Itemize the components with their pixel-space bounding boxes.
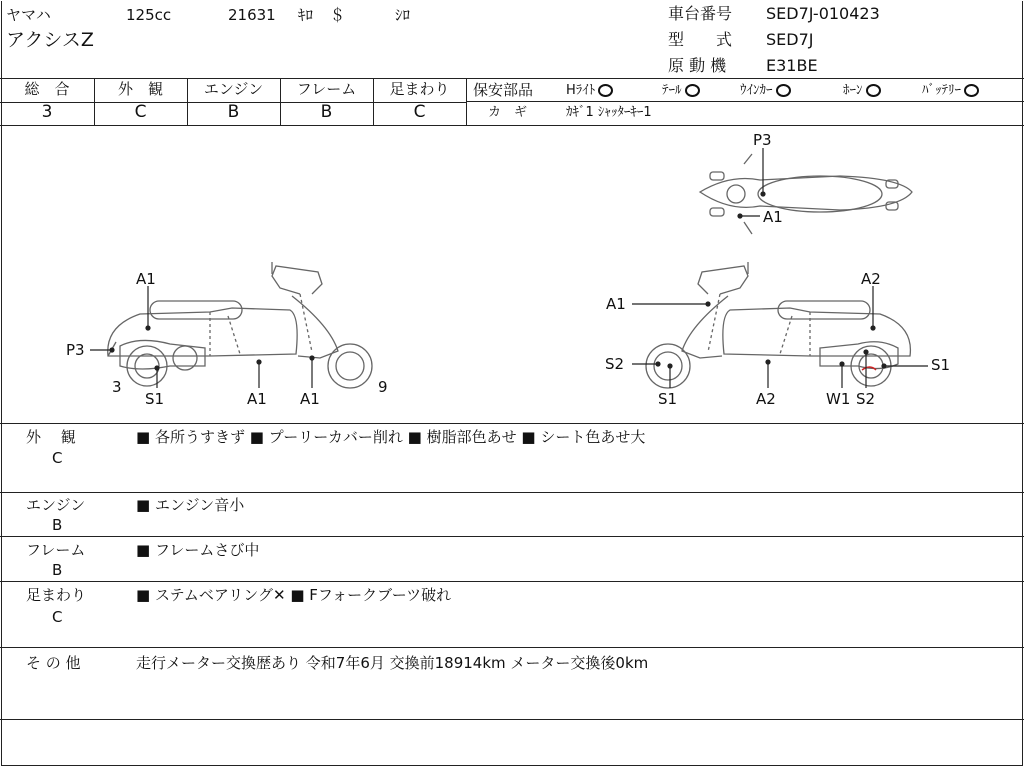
damage-label: S1 <box>658 390 678 408</box>
note-engine-label: エンジン <box>26 496 86 514</box>
divider <box>0 492 1024 493</box>
damage-label: A1 <box>247 390 267 408</box>
damage-label: A1 <box>300 390 320 408</box>
engine-label: 原 動 機 <box>668 56 727 75</box>
safety-item-headlight: Hﾗｲﾄ <box>566 84 613 97</box>
grade-frame-label: フレーム <box>296 80 357 98</box>
note-exterior-label: 外 観 <box>26 428 76 446</box>
safety-item-tail: ﾃｰﾙ <box>662 84 700 97</box>
grade-overall: 3 <box>41 102 53 122</box>
color: ｼﾛ <box>395 6 411 24</box>
damage-label: A2 <box>861 270 881 288</box>
damage-label: S2 <box>856 390 876 408</box>
damage-label: W1 <box>826 390 851 408</box>
maker: ヤマハ <box>6 6 51 24</box>
frame-no-label: 車台番号 <box>668 4 733 23</box>
damage-label: A2 <box>756 390 776 408</box>
safety-item-battery: ﾊﾞｯﾃﾘｰ <box>922 84 979 97</box>
divider <box>0 719 1024 720</box>
note-other-text: 走行メーター交換歴あり 令和7年6月 交換前18914km メーター交換後0km <box>136 654 649 672</box>
grade-overall-label: 総 合 <box>24 80 70 98</box>
ok-circle-icon <box>776 84 791 97</box>
note-frame-text: ■ フレームさび中 <box>136 541 260 559</box>
note-other-label: そ の 他 <box>26 654 81 672</box>
damage-label: 3 <box>112 378 122 396</box>
note-suspension-grade: C <box>52 608 63 626</box>
damage-label: S1 <box>145 390 165 408</box>
ok-circle-icon <box>866 84 881 97</box>
ok-circle-icon <box>685 84 700 97</box>
divider <box>0 581 1024 582</box>
note-engine-grade: B <box>52 516 63 534</box>
divider <box>0 78 1024 79</box>
damage-label: 9 <box>378 378 388 396</box>
damage-label: A1 <box>136 270 156 288</box>
note-engine-text: ■ エンジン音小 <box>136 496 245 514</box>
note-suspension-label: 足まわり <box>26 586 87 604</box>
note-suspension-text: ■ ステムベアリング✕ ■ Fフォークブーツ破れ <box>136 586 452 604</box>
grade-engine-label: エンジン <box>203 80 264 98</box>
grade-exterior: C <box>134 102 147 122</box>
divider <box>466 101 1024 102</box>
type-label: 型 式 <box>668 30 733 49</box>
note-exterior-grade: C <box>52 449 63 467</box>
ok-circle-icon <box>964 84 979 97</box>
note-exterior-text: ■ 各所うすきず ■ プーリーカバー削れ ■ 樹脂部色あせ ■ シート色あせ大 <box>136 428 646 446</box>
divider <box>0 647 1024 648</box>
damage-label: S1 <box>931 356 951 374</box>
grade-suspension: C <box>413 102 426 122</box>
top-view <box>700 154 912 234</box>
grade-suspension-label: 足まわり <box>389 80 450 98</box>
grade-frame: B <box>320 102 333 122</box>
displacement: 125cc <box>126 6 172 24</box>
frame-no: SED7J-010423 <box>766 4 880 23</box>
damage-label: S2 <box>605 355 625 373</box>
mileage-unit: ｷﾛ <box>298 6 314 24</box>
grade-exterior-label: 外 観 <box>117 80 163 98</box>
dollar-mark: ＄ <box>330 6 346 24</box>
divider <box>0 423 1024 424</box>
divider <box>466 78 467 125</box>
ok-circle-icon <box>598 84 613 97</box>
damage-label: A1 <box>763 208 783 226</box>
safety-label: 保安部品 <box>473 81 534 99</box>
key-label: カ ギ <box>488 105 528 120</box>
note-frame-grade: B <box>52 561 63 579</box>
safety-item-horn: ﾎｰﾝ <box>843 84 881 97</box>
note-frame-label: フレーム <box>26 541 86 559</box>
type-value: SED7J <box>766 30 814 49</box>
mileage: 21631 <box>228 6 276 24</box>
engine-value: E31BE <box>766 56 818 75</box>
damage-label: P3 <box>66 341 85 359</box>
divider <box>0 536 1024 537</box>
damage-label: P3 <box>753 131 772 149</box>
key-value: ｶｷﾞ1 ｼｬｯﾀｰｷｰ1 <box>566 105 652 120</box>
grade-engine: B <box>227 102 240 122</box>
damage-label: A1 <box>606 295 626 313</box>
safety-item-winker: ｳｲﾝｶｰ <box>740 84 791 97</box>
model-name: アクシスZ <box>6 29 94 51</box>
